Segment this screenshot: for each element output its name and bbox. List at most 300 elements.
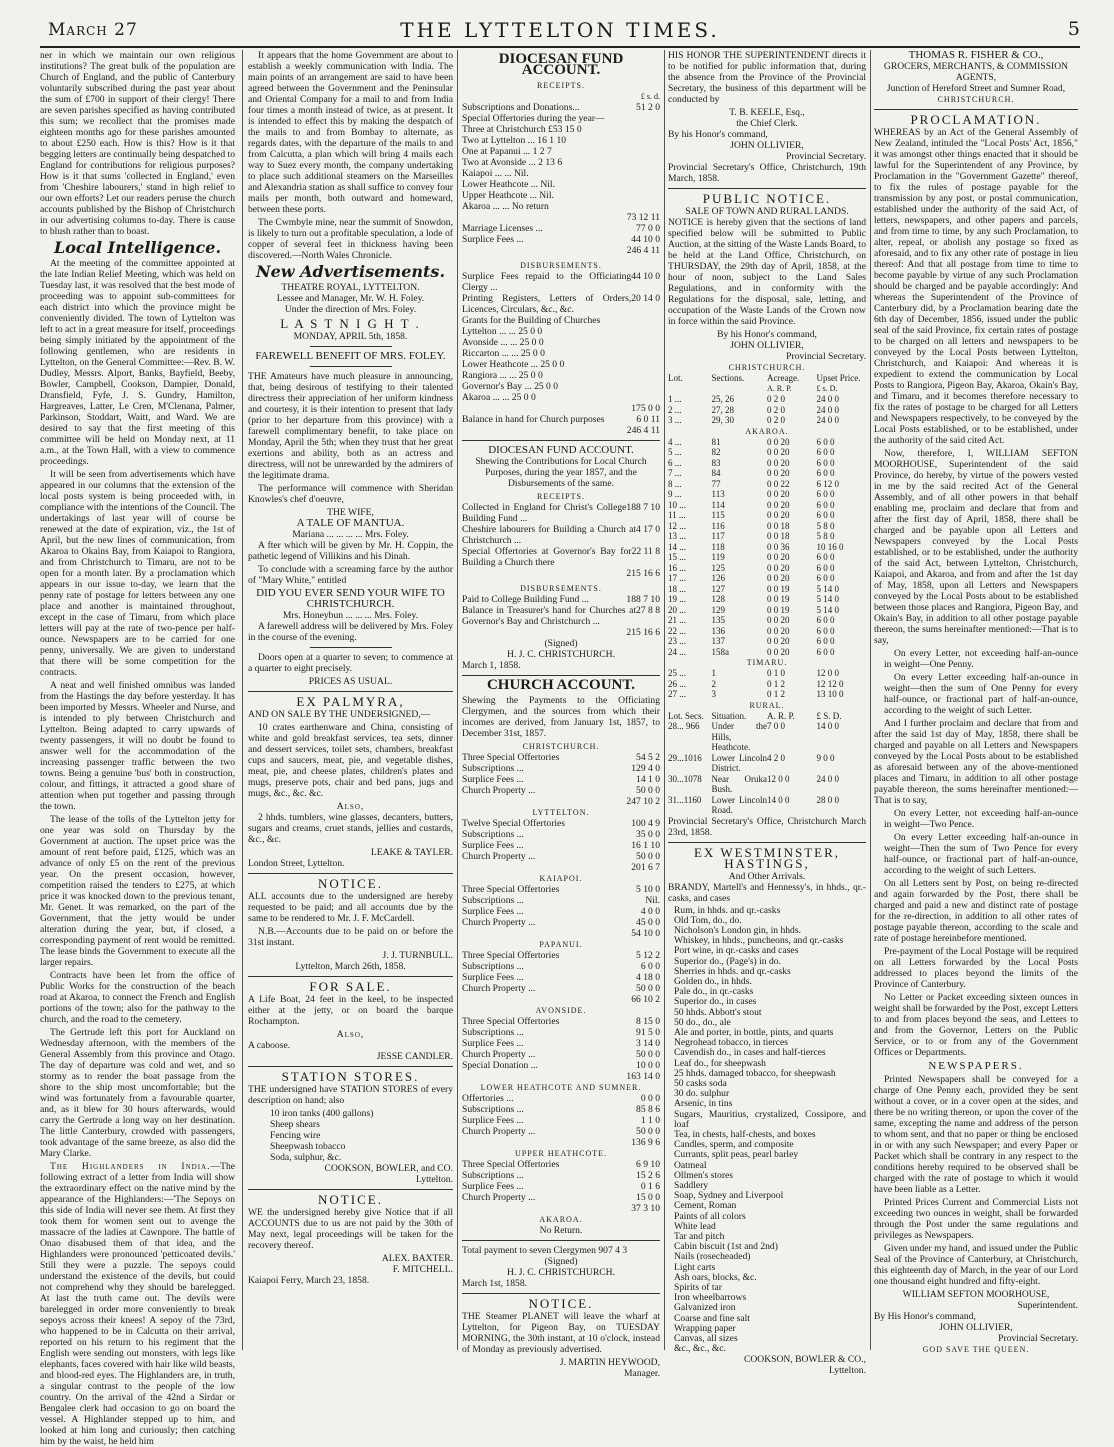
- table-cell: 4 2 0: [766, 752, 785, 763]
- account-amount: 6 9 10: [636, 1159, 660, 1170]
- column-divider: [870, 50, 871, 1350]
- account-line: [462, 337, 660, 348]
- account-item: Marriage Licenses ...: [462, 223, 543, 234]
- ad-paragraph: WE the undersigned hereby give Notice that if all ACCOUNTS due to us are not paid by the 30th of May next, legal proceedings will be taken for the recovery thereof.: [248, 1207, 453, 1251]
- account-item: Church Property ...: [462, 1126, 536, 1137]
- account-date: March 1st, 1858.: [462, 1278, 528, 1289]
- account-amount: 0 1 6: [640, 1181, 660, 1192]
- table-cell: 82: [711, 447, 721, 457]
- table-cell: 6 0 0: [816, 562, 835, 573]
- table-cell: 23 ...: [668, 636, 686, 646]
- official-title: Provincial Secretary.: [786, 151, 866, 162]
- proclamation-heading: PROCLAMATION.: [910, 112, 1042, 127]
- account-amount: 129 4 0: [631, 763, 660, 774]
- table-header: Lot. Secs.: [668, 710, 704, 721]
- store-list: [248, 1108, 453, 1163]
- parish-total: 163 14 0: [626, 1071, 660, 1082]
- superintendent-notice: HIS HONOR THE SUPERINTENDENT directs it to be notified for public information that, during the absence from the Province of the Provincial Secretary, the business of this department will be conducted by: [668, 50, 866, 105]
- table-cell: 83: [711, 457, 721, 468]
- theatre-paragraph: Doors open at a quarter to seven; to commence at a quarter to eight precisely.: [248, 652, 453, 674]
- table-cell: 0 2 0: [766, 394, 785, 404]
- table-cell: 5 8 0: [816, 531, 835, 541]
- list-item: Candles, sperm, and composite: [674, 1139, 794, 1151]
- signed-label: (Signed): [544, 1256, 578, 1267]
- list-item: Negrohead tobacco, in tierces: [674, 1037, 789, 1049]
- account-description: Shewing the Contributions for Local Church Purposes, during the year 1857, and the Disbursements of the same.: [475, 456, 647, 489]
- list-item: Nails (rosecheaded): [674, 1251, 751, 1263]
- table-cell: 1: [711, 668, 717, 678]
- steamer-notice: THE Steamer PLANET will leave the wharf at Lyttelton, for Pigeon Bay, on TUESDAY MORNING, the 30th instant, at 10 o'clock, instead of Monday as previously advertised.: [462, 1311, 660, 1355]
- account-item: Two at Avonside ... 2 13 6: [462, 157, 563, 168]
- official-name: T. B. KEELE, Esq.,: [729, 107, 805, 118]
- account-line: [462, 961, 660, 972]
- account-line: [462, 884, 660, 895]
- list-item: 25 hhds. damaged tobacco, for sheepwash: [674, 1067, 836, 1079]
- table-cell: 84: [711, 468, 721, 478]
- account-item: Printing Registers, Letters of Orders, Licences, Circulars, &c., &c.: [462, 293, 632, 315]
- account-line: [462, 168, 660, 179]
- news-paragraph: It will be seen from advertisements which have appeared in our columns that the extension of the local posts system is being proceeded with, in compliance with the intentions of the Council. The undertakings of last year will of course be renewed at the date of expiration, viz., the 1st of April, but the new lines of communication, from Akaroa to Okains Bay, from Kaiapoi to Rangiora, and from Christchurch to Timaru, are not to be open for a month later. By a proclamation which appears in our issue to-day, we learn that the penny rate of postage for letters between any one place and another is maintained throughout, except in the case of Timaru, from which place letters will pay at the rate of two-pence per half-ounce. Newspapers are to be carried for one penny, universally. We are given to understand that there will be some competition for the contracts.: [40, 469, 235, 678]
- table-cell: 7 ...: [668, 468, 682, 478]
- table-header: Upset Price.: [816, 373, 861, 383]
- account-item: Church Property ...: [462, 917, 536, 928]
- account-line: [462, 524, 660, 546]
- theatre-paragraph: A farewell address will be delivered by Mrs. Foley in the course of the evening.: [248, 621, 453, 643]
- account-amount: 8 15 0: [636, 1016, 660, 1027]
- account-amount: 22 11 8: [631, 546, 660, 557]
- account-item: Lower Heathcote ... 25 0 0: [462, 359, 565, 370]
- news-paragraph: The lease of the tolls of the Lyttelton jetty for one year was sold on Thursday by the Government at auction. The upset price was the amount of rent before paid, £125, which was an advance of only £5 on the rent of the previous year. On the present occasion, however, competition raised the tenders to £275, at which price it was knocked down to the previous tenant, Mr. Genet. It was remarked, on the part of the Government, that the jetty would be under alteration during the year, but, if closed, a corresponding payment of rent would be remitted. The lease binds the Government to execute all the larger repairs.: [40, 814, 235, 968]
- account-amount: 50 0 0: [636, 1049, 660, 1060]
- column-divider: [457, 50, 458, 1350]
- account-item: Surplice Fees ...: [462, 906, 524, 917]
- land-sale-heading: SALE OF TOWN AND RURAL LANDS.: [685, 206, 849, 217]
- column-accounts: [462, 50, 660, 1379]
- account-item: Three Special Offertories: [462, 1159, 560, 1170]
- account-amount: 44 10 0: [631, 234, 660, 245]
- parish-rows: [462, 752, 660, 796]
- table-cell: 27, 28: [711, 404, 735, 415]
- official-title: the Chief Clerk.: [736, 118, 798, 129]
- list-item: Sheep shears: [270, 1119, 320, 1130]
- account-line: [462, 348, 660, 359]
- ad-paragraph: 10 crates earthenware and China, consisting of white and gold breakfast services, tea sets, dinner and dessert services, toilet sets, chambers, breakfast cups and saucers, meat, pie, and vegetable dishes, meat, pie, and cheese plates, children's plates and mugs, preserve pots, chair and bed pans, jugs and mugs, &c., &c. &c.: [248, 722, 453, 799]
- table-header: £ S. D.: [816, 710, 842, 721]
- highlanders-text: —The following extract of a letter from India will show the extraordinary effect on the native mind by the appearance of the Highlanders:—'The Sepoys on this side of India will never see them. At first they took them for women sent out to avenge the massacre of the ladies at Cawnpore. The battle of Onao disabused them of that idea, and the Highlanders were pronounced 'petticoated devils.' Still they were a puzzle. The sepoys could understand the existence of the devils, but could not comprehend why they should be barelegged. At last the truth came out. The devils were barelegged in order more conveniently to break sepoys across their knees! A sepoy of the 73rd, who happened to be in Calcutta on their arrival, reported on his return to his regiment that the English were sending out monsters, with legs like elephants, faces covered with hair like wild beasts, and blood-red eyes. The Highlanders are, in truth, a singular contrast to the people of the low country. On the arrival of the 42nd a Sirdar or Bengalee clerk had occasion to go on board the vessel. A Highlander stepped up to him, and looked at him long and curiously; then catching him by the waist, he held him: [40, 1161, 235, 1447]
- table-cell: 15 ...: [668, 552, 686, 562]
- account-amount: 44 10 0: [631, 271, 660, 282]
- table-cell: 0 0 20: [766, 510, 790, 520]
- last-night: L A S T N I G H T .: [280, 316, 421, 331]
- table-cell: 3: [711, 689, 717, 699]
- table-cell: 10 ...: [668, 499, 686, 510]
- table-cell: 25 ...: [668, 668, 686, 678]
- account-item: Twelve Special Offertories: [462, 818, 566, 829]
- table-cell: 0 0 19: [766, 604, 790, 615]
- table-cell: 13 ...: [668, 531, 686, 541]
- proclamation-paragraph: Given under my hand, and issued under the Public Seal of the Province of Canterbury, at Christchurch, this eighteenth day of March, in the year of our Lord one thousand eight hundred and fifty-eight.: [874, 1243, 1078, 1287]
- column-advertisements: [248, 50, 453, 1350]
- table-cell: 5 ...: [668, 447, 682, 457]
- account-amount: 246 4 11: [626, 425, 660, 436]
- account-line: [462, 774, 660, 785]
- rural-land-table: [668, 711, 866, 816]
- list-item: Cabin biscuit (1st and 2nd): [674, 1241, 778, 1253]
- table-row: [668, 626, 866, 637]
- account-line: [462, 1181, 660, 1192]
- account-line: [462, 906, 660, 917]
- table-subheader: A. R. P.: [766, 383, 792, 393]
- account-item: Upper Heathcote ... Nil.: [462, 190, 554, 201]
- table-cell: 119: [711, 552, 725, 562]
- table-cell: 12 0 0: [766, 773, 790, 784]
- table-cell: 0 0 20: [766, 573, 790, 583]
- list-item: Canvas, all sizes: [674, 1333, 738, 1345]
- table-cell: 113: [711, 489, 725, 499]
- list-item: &c., &c., &c.: [674, 1343, 726, 1355]
- table-cell: 6 0 0: [816, 636, 835, 646]
- table-cell: 5 14 0: [816, 604, 839, 615]
- table-row: [668, 689, 866, 700]
- news-paragraph: [40, 1161, 235, 1447]
- parish-total: 136 9 6: [631, 1137, 660, 1148]
- parish-name: KAIAPOI.: [539, 874, 583, 883]
- table-cell: 5 8 0: [816, 520, 835, 531]
- parish-total: 201 6 7: [631, 862, 660, 873]
- account-item: Church Property ...: [462, 785, 536, 796]
- account-line: [462, 983, 660, 994]
- account-item: Lyttelton ... ... 25 0 0: [462, 326, 543, 337]
- advertiser-place: Lyttelton.: [828, 1365, 866, 1377]
- advertiser-name: COOKSON, BOWLER & CO.,: [743, 1354, 866, 1366]
- list-item: Arsenic, in tins: [674, 1098, 733, 1110]
- parish-name: AKAROA.: [539, 1215, 583, 1224]
- account-amount: 16 1 10: [631, 840, 660, 851]
- account-item: Surplice Fees ...: [462, 234, 524, 245]
- proclamation-paragraph: Printed Newspapers shall be conveyed for a charge of One Penny each, provided they be sent without a cover, or in a cover open at the sides, and there be no writing thereon, or upon the cover of the same, excepting the name and address of the person to whom sent, and that no paper or thing be enclosed in or with any such Newspaper; and every Paper or Packet which shall be contrary in any respect to the conditions hereby required to be observed shall be charged with the rate of postage to which it would have been liable as a Letter.: [874, 1074, 1078, 1195]
- advertiser-name: J. J. TURNBULL.: [382, 950, 453, 961]
- account-amount: 14 1 0: [636, 774, 660, 785]
- account-amount: 54 5 2: [636, 752, 660, 763]
- account-line: [462, 895, 660, 906]
- account-line: [462, 972, 660, 983]
- table-cell: 5 14 0: [816, 594, 839, 604]
- account-line: [462, 1126, 660, 1137]
- table-cell: 6 0 0: [816, 510, 835, 520]
- table-cell: 0 0 20: [766, 457, 790, 468]
- arrivals-subheading: And Other Arrivals.: [728, 870, 806, 882]
- account-line: [462, 326, 660, 337]
- table-cell: 14 ...: [668, 541, 686, 552]
- list-item: Tea, in chests, half-chests, and boxes: [674, 1128, 816, 1140]
- account-item: Surplice Fees ...: [462, 972, 524, 983]
- fisher-heading: THOMAS R. FISHER & CO.,: [908, 49, 1044, 61]
- receipts-label: RECEIPTS.: [537, 492, 585, 501]
- table-row: [668, 605, 866, 616]
- account-line: [462, 627, 660, 638]
- table-cell: 30...1078: [668, 773, 702, 784]
- ad-paragraph: THE undersigned have STATION STORES of every description on hand; also: [248, 1084, 453, 1106]
- proclamation-rate: On every Letter, not exceeding half-an-ounce in weight—Two Pence.: [884, 808, 1078, 830]
- advertiser-name: ALEX. BAXTER.: [381, 1253, 453, 1264]
- theatre-lessee: Lessee and Manager, Mr. W. H. Foley.: [276, 293, 425, 304]
- account-description: Shewing the Payments to the Officiating Clergymen, and the sources from which their incomes are derived, from January 1st, 1857, to December 31st, 1857.: [462, 695, 660, 739]
- table-cell: 0 0 20: [766, 436, 790, 447]
- account-amount: 50 0 0: [636, 1126, 660, 1137]
- account-line: [462, 124, 660, 135]
- disbursements-table-2: [462, 594, 660, 638]
- table-cell: 126: [711, 573, 726, 583]
- list-item: Sheepwash tobacco: [270, 1141, 346, 1152]
- westminster-heading: EX WESTMINSTER, HASTINGS,: [693, 844, 841, 871]
- ad-paragraph: ALL accounts due to the undersigned are hereby requested to be paid; and all accounts due by the same to be rendered to Mr. J. F. McCardell.: [248, 891, 453, 924]
- table-row: [668, 594, 866, 605]
- news-paragraph: The Cwmbyle mine, near the summit of Snowdon, is likely to turn out a profitable speculation, a lode of copper of several feet in thickness having been discovered.—North Wales Chronicle.: [248, 217, 453, 261]
- table-cell: 14 0 0: [766, 794, 790, 805]
- table-cell: 1 ...: [668, 394, 682, 404]
- table-cell: 11 ...: [668, 510, 686, 520]
- official-name: JOHN OLLIVIER,: [730, 340, 804, 351]
- table-row: [668, 774, 866, 795]
- advertiser-title: Manager.: [624, 1368, 660, 1379]
- list-item: Soda, sulphur, &c.: [270, 1152, 342, 1163]
- table-cell: 18 ...: [668, 583, 686, 594]
- account-item: Subscriptions ...: [462, 1170, 524, 1181]
- diocesan-fund-heading: DIOCESAN FUND ACCOUNT.: [498, 51, 624, 78]
- table-row: [668, 542, 866, 553]
- theatre-paragraph: The performance will commence with Sheridan Knowles's chef d'oeuvre,: [248, 483, 453, 505]
- account-line: [462, 546, 660, 568]
- proclamation-rate: On every Letter exceeding half-an-ounce in weight—Then the sum of Two Pence for every half-ounce, or fractional part of half-an-ounce, according to the weight of such Letters.: [884, 832, 1078, 876]
- district-name: RURAL.: [749, 700, 785, 710]
- theatre-paragraph: To conclude with a screaming farce by the author of "Mary White," entitled: [248, 564, 453, 586]
- account-line: [462, 840, 660, 851]
- table-cell: 13 10 0: [816, 689, 844, 699]
- list-item: Wrapping paper: [674, 1322, 736, 1334]
- account-line: [462, 179, 660, 190]
- account-item: Two at Lyttelton ... 16 1 10: [462, 135, 567, 146]
- table-cell: 29...1016: [668, 752, 702, 763]
- table-cell: 0 0 20: [766, 636, 790, 646]
- proclamation-paragraph: On all Letters sent by Post, on being re-directed and again forwarded by the Post, there shall be charged and paid a new and distinct rate of postage for the re-direction, in addition to all other rates of postage payable thereon, according to the scale and rate of postage hereinbefore mentioned.: [874, 878, 1078, 944]
- list-item: Oatmeal: [674, 1159, 707, 1171]
- table-cell: 6 0 0: [816, 457, 835, 468]
- table-cell: 6 12 0: [816, 478, 839, 489]
- account-line: [462, 315, 660, 326]
- account-line: [462, 851, 660, 862]
- parish-no-return: No Return.: [539, 1225, 583, 1236]
- table-cell: 129: [711, 604, 726, 615]
- list-item: Nicholson's London gin, in hhds.: [674, 924, 801, 936]
- play-subtitle: A TALE OF MANTUA.: [296, 517, 405, 529]
- proclamation-paragraph: No Letter or Packet exceeding sixteen ounces in weight shall be forwarded by the Post, except Letters to and from places beyond the seas, and Letters to and from the Governor, Letters on the Public Service, or to or from any of the Government Offices or Departments.: [874, 992, 1078, 1058]
- table-cell: 115: [711, 510, 725, 520]
- account-line: [462, 1159, 660, 1170]
- table-cell: 125: [711, 562, 726, 573]
- receipts-table: [462, 102, 660, 256]
- by-command: By his Honor's command,: [717, 329, 817, 340]
- account-line: [462, 818, 660, 829]
- account-line: [462, 763, 660, 774]
- table-cell: 0 0 20: [766, 562, 790, 573]
- table-header: Acreage.: [766, 373, 800, 383]
- account-amount: 77 0 0: [636, 223, 660, 234]
- advertiser-date: Kaiapoi Ferry, March 23, 1858.: [248, 1275, 370, 1286]
- parish-rows: [462, 1093, 660, 1137]
- god-save-the-queen: GOD SAVE THE QUEEN.: [922, 1345, 1030, 1354]
- play-title: THE WIFE,: [327, 507, 374, 518]
- account-amount: 15 0 0: [636, 1192, 660, 1203]
- table-cell: 5 14 0: [816, 583, 839, 594]
- column-proclamation: [874, 49, 1078, 1354]
- land-table: [668, 437, 866, 658]
- account-item: Special Offertories at Governor's Bay for Building a Church there: [462, 546, 632, 568]
- table-cell: Near Oruka Bush.: [711, 773, 767, 794]
- table-cell: 28 0 0: [816, 794, 839, 805]
- list-item: Spirits of tar: [674, 1282, 722, 1294]
- list-item: 50 do., do., ale: [674, 1016, 731, 1028]
- table-cell: 2: [711, 678, 717, 689]
- parish-rows: [462, 1016, 660, 1071]
- notice-heading: NOTICE.: [318, 1192, 383, 1207]
- table-cell: 0 1 2: [766, 678, 785, 689]
- list-item: Old Tom, do., do.: [674, 914, 742, 926]
- table-cell: 24 0 0: [816, 394, 839, 404]
- account-line: [462, 1060, 660, 1071]
- table-row: [668, 521, 866, 532]
- account-amount: 246 4 11: [626, 245, 660, 256]
- official-name: WILLIAM SEFTON MOORHOUSE,: [902, 1289, 1050, 1300]
- proclamation-rate: On every Letter exceeding half-an-ounce in weight—then the sum of One Penny for every half-ounce, or fractional part of half-an-ounce, according to the weight of such Letter.: [884, 672, 1078, 716]
- account-amount: 35 0 0: [636, 829, 660, 840]
- account-amount: 73 12 11: [626, 212, 660, 223]
- list-item: 50 casks soda: [674, 1077, 727, 1089]
- account-amount: 100 4 9: [631, 818, 660, 829]
- ad-paragraph: N.B.—Accounts due to be paid on or before the 31st instant.: [248, 926, 453, 948]
- table-cell: 9 0 0: [816, 752, 835, 763]
- list-item: Rum, in hhds. and qr.-casks: [674, 904, 781, 916]
- masthead: [40, 16, 1080, 46]
- list-item: Coarse and fine salt: [674, 1312, 750, 1324]
- table-cell: 10 16 0: [816, 541, 844, 552]
- account-item: Surplice Fees ...: [462, 1038, 524, 1049]
- account-line: [462, 414, 660, 425]
- account-line: [462, 785, 660, 796]
- station-stores-heading: STATION STORES.: [281, 1069, 420, 1084]
- account-line: [462, 403, 660, 414]
- ad-item: A caboose.: [248, 1040, 291, 1051]
- table-cell: 0 0 20: [766, 646, 790, 657]
- ad-paragraph: A Life Boat, 24 feet in the keel, to be inspected either at the jetty, or on board the barque Rochampton.: [248, 994, 453, 1027]
- account-line: [462, 1049, 660, 1060]
- table-row: [668, 531, 866, 542]
- account-line: [462, 502, 660, 524]
- account-line: [462, 1115, 660, 1126]
- table-row: [668, 510, 866, 521]
- table-cell: 0 0 19: [766, 594, 790, 604]
- land-sale-notice: NOTICE is hereby given that the sections of land specified below will be submitted to Public Auction, at the sitting of the Waste Lands Board, to be held at the Land Office, Christchurch, on THURSDAY, the 29th day of April, 1858, at the hour of noon, subject to the Land Sales Regulations, and in conformity with the Regulations for the disposal, sale, letting, and occupation of the Waste Lands of the Crown now in force within the said Province.: [668, 217, 866, 327]
- table-cell: 6 0 0: [816, 436, 835, 447]
- account-amount: 6 0 0: [640, 961, 660, 972]
- account-amount: 215 16 6: [626, 627, 660, 638]
- table-cell: 6 0 0: [816, 646, 835, 657]
- parish-name: CHRISTCHURCH.: [522, 742, 600, 751]
- ad-paragraph: AND ON SALE BY THE UNDERSIGNED,—: [248, 709, 431, 720]
- by-command: By his Honor's command,: [668, 129, 768, 140]
- table-cell: 0 0 20: [766, 552, 790, 562]
- account-item: Three Special Offertories: [462, 1016, 560, 1027]
- news-paragraph: Contracts have been let from the office of Public Works for the construction of the beach road at Akaroa, to connect the French and English portions of the town; also for the pathway to the church, and the road to the cemetery.: [40, 970, 235, 1025]
- account-item: Akaroa ... ... 25 0 0: [462, 392, 536, 403]
- table-cell: 0 2 0: [766, 404, 785, 415]
- for-sale-heading: FOR SALE.: [309, 979, 392, 994]
- table-cell: 0 0 20: [766, 625, 790, 636]
- account-line: [462, 212, 660, 223]
- account-amount: Nil.: [645, 895, 660, 906]
- list-item: Galvanized iron: [674, 1302, 736, 1314]
- parish-total: 247 10 2: [626, 796, 660, 807]
- account-item: Surplice Fees ...: [462, 1115, 524, 1126]
- account-item: One at Papanui ... 1 2 7: [462, 146, 552, 157]
- table-cell: 0 0 20: [766, 615, 790, 625]
- disbursements-label: DISBURSEMENTS.: [520, 584, 602, 593]
- disbursements-label: DISBURSEMENTS.: [520, 261, 602, 270]
- table-cell: 28... 966: [668, 721, 700, 731]
- table-cell: 6 0 0: [816, 552, 835, 562]
- table-cell: 6 0 0: [816, 573, 835, 583]
- account-line: [462, 752, 660, 763]
- account-line: [462, 201, 660, 212]
- account-amount: 85 8 6: [636, 1104, 660, 1115]
- account-line: [462, 917, 660, 928]
- table-cell: 6 0 0: [816, 625, 835, 636]
- account-item: Kaiapoi ... ... Nil.: [462, 168, 529, 179]
- page-number: 5: [1067, 18, 1080, 40]
- table-cell: 137: [711, 636, 726, 646]
- district-name: CHRISTCHURCH.: [728, 363, 806, 372]
- account-item: Three Special Offertories: [462, 950, 560, 961]
- account-line: [462, 568, 660, 579]
- table-row: [668, 647, 866, 658]
- account-amount: 0 0 0: [640, 1093, 660, 1104]
- signed-label: (Signed): [544, 638, 578, 649]
- fisher-trade: GROCERS, MERCHANTS, & COMMISSION AGENTS,: [883, 61, 1069, 83]
- table-row: [668, 668, 866, 679]
- list-item: Golden do., in hhds.: [674, 975, 752, 987]
- table-cell: 3 ...: [668, 415, 682, 425]
- account-amount: 50 0 0: [636, 851, 660, 862]
- table-row: [668, 615, 866, 626]
- account-item: Three at Christchurch £53 15 0: [462, 124, 582, 135]
- table-cell: 12 0 0: [816, 668, 839, 678]
- list-item: Soap, Sydney and Liverpool: [674, 1190, 784, 1202]
- list-item: Tar and pitch: [674, 1231, 725, 1242]
- also-label: Also,: [336, 801, 365, 812]
- table-cell: 0 2 0: [766, 415, 785, 425]
- table-cell: 127: [711, 583, 726, 594]
- table-row: [668, 458, 866, 469]
- table-header: Lot.: [668, 373, 683, 383]
- account-item: Subscriptions and Donations...: [462, 102, 580, 113]
- table-cell: 7 0 0: [766, 721, 785, 731]
- list-item: Ollmen's stores: [674, 1169, 734, 1181]
- account-amount: 175 0 0: [631, 403, 660, 414]
- newspaper-title: THE LYTTELTON TIMES.: [400, 18, 720, 42]
- parish-name: UPPER HEATHCOTE.: [514, 1149, 607, 1158]
- list-item: Paints of all colors: [674, 1210, 746, 1222]
- account-item: Balance in Treasurer's hand for Churches at Governor's Bay and Christchurch ...: [462, 605, 637, 627]
- column-divider: [242, 50, 243, 1350]
